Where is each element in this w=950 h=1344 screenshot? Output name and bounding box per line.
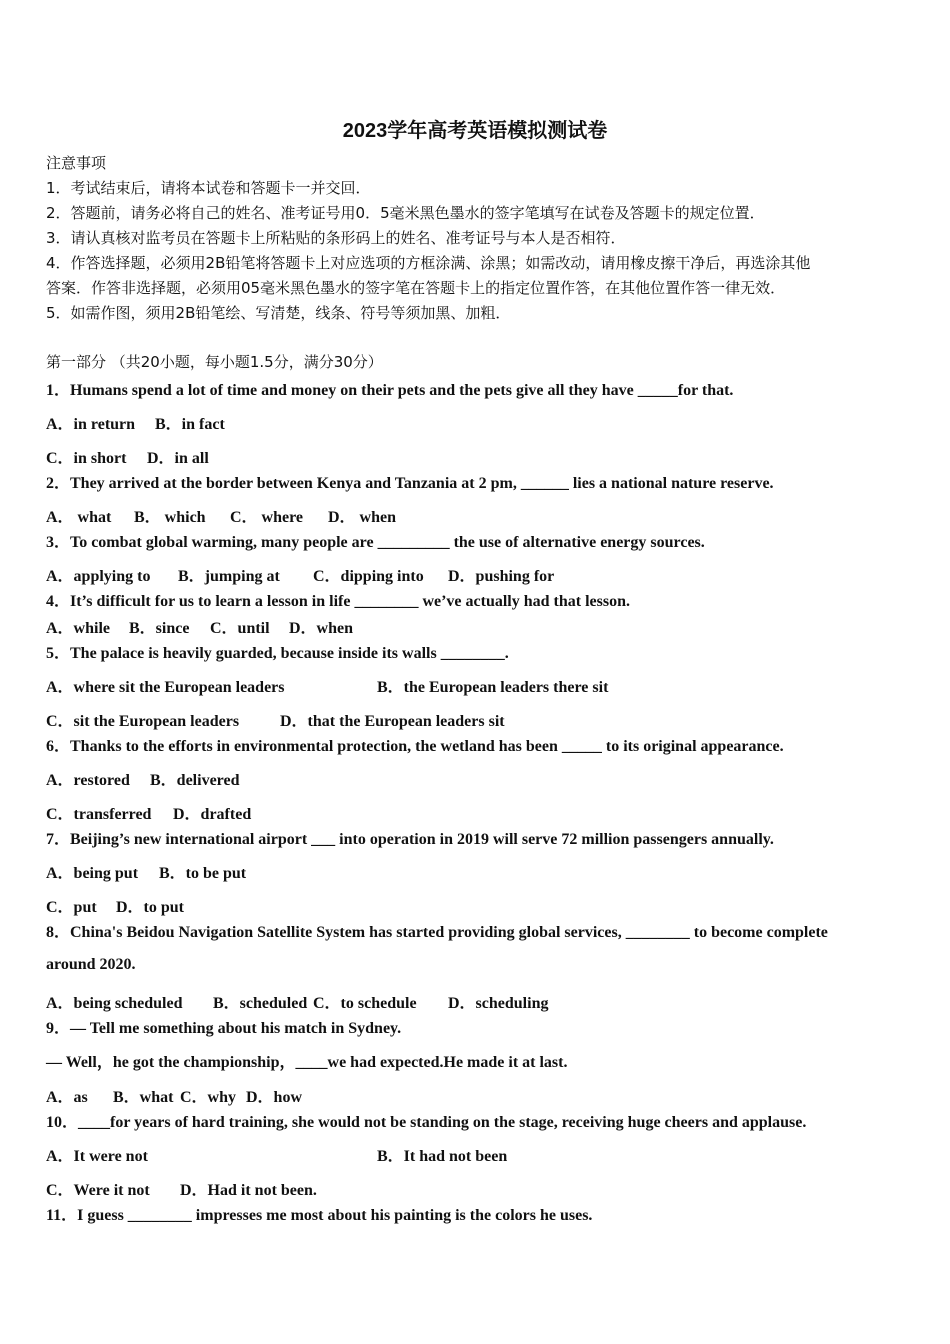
option-a: A． what [46,509,112,526]
option-b: B．in fact [155,416,225,433]
option-c: C．in short [46,450,127,467]
section-heading: 第一部分 （共20小题，每小题1.5分，满分30分） [46,353,383,371]
question-stem: 5．The palace is heavily guarded, because inside its walls ________. [46,645,509,662]
notice-item: 2．答题前，请务必将自己的姓名、准考证号用0．5毫米黑色墨水的签字笔填写在试卷及答题卡的规定位置． [46,204,765,222]
option-b: B．jumping at [178,568,280,585]
page-title: 2023学年高考英语模拟测试卷 [342,120,608,142]
option-a: A．where sit the European leaders [46,679,285,696]
notice-item: 3．请认真核对监考员在答题卡上所粘贴的条形码上的姓名、准考证号与本人是否相符． [46,229,626,247]
option-a: A．in return [46,416,136,433]
option-b: B．scheduled [213,995,308,1012]
option-a: A．as [46,1089,88,1106]
option-c: C．to schedule [313,995,417,1012]
option-c: C． where [230,509,304,526]
option-c: C．transferred [46,806,152,823]
question-stem: 7．Beijing’s new international airport ___ into operation in 2019 will serve 72 million passengers annually. [46,831,774,848]
option-a: A．being put [46,865,139,882]
option-d: D．Had it not been. [180,1182,317,1199]
option-d: D．pushing for [448,568,555,585]
option-c: C．why [180,1089,237,1106]
question-stem: 8．China's Beidou Navigation Satellite System has started providing global services, ________ to become complete [46,924,828,941]
question-stem: 11．I guess ________ impresses me most about his painting is the colors he uses. [46,1207,593,1224]
question-stem: 10．____for years of hard training, she would not be standing on the stage, receiving huge cheers and applause. [46,1114,807,1131]
option-d: D．in all [147,450,209,467]
option-d: D．drafted [173,806,252,823]
option-d: D．that the European leaders sit [280,713,505,730]
question-stem: 2．They arrived at the border between Kenya and Tanzania at 2 pm, ______ lies a national nature reserve. [46,475,774,492]
question-stem: 9．— Tell me something about his match in Sydney. [46,1020,402,1037]
option-b: B． which [134,509,206,526]
option-c: C．until [210,620,270,637]
option-c: C．sit the European leaders [46,713,240,730]
question-stem: 4．It’s difficult for us to learn a lesson in life ________ we’ve actually had that lesson. [46,593,630,610]
option-d: D．how [246,1089,303,1106]
question-stem: 3．To combat global warming, many people are _________ the use of alternative energy sources. [46,534,705,551]
question-stem-continued: — Well，he got the championship，____we had expected.He made it at last. [46,1054,568,1071]
option-c: C．Were it not [46,1182,150,1199]
option-b: B．what [113,1089,174,1106]
notice-item: 答案．作答非选择题，必须用05毫米黑色墨水的签字笔在答题卡上的指定位置作答，在其他位置作答一律无效． [46,279,786,297]
option-a: A．restored [46,772,130,789]
notice-item: 1．考试结束后，请将本试卷和答题卡一并交回． [46,179,371,197]
option-b: B．since [129,620,190,637]
option-d: D．when [289,620,354,637]
option-a: A．It were not [46,1148,148,1165]
question-stem: 6．Thanks to the efforts in environmental protection, the wetland has been _____ to its original appearance. [46,738,784,755]
question-stem-continued: around 2020. [46,956,136,973]
option-b: B．delivered [150,772,240,789]
option-b: B．to be put [159,865,247,882]
notice-item: 5．如需作图，须用2B铅笔绘、写清楚，线条、符号等须加黑、加粗． [46,304,511,322]
notice-heading: 注意事项 [46,154,107,172]
notice-item: 4．作答选择题，必须用2B铅笔将答题卡上对应选项的方框涂满、涂黑；如需改动，请用橡皮擦干净后，再选涂其他 [46,254,811,272]
option-a: A．while [46,620,111,637]
option-c: C．dipping into [313,568,424,585]
option-d: D． when [328,509,397,526]
option-a: A．applying to [46,568,151,585]
option-c: C．put [46,899,97,916]
option-d: D．scheduling [448,995,549,1012]
option-d: D．to put [116,899,185,916]
option-a: A．being scheduled [46,995,183,1012]
option-b: B．It had not been [377,1148,508,1165]
question-stem: 1．Humans spend a lot of time and money on their pets and the pets give all they have _____for that. [46,382,734,399]
option-b: B．the European leaders there sit [377,679,609,696]
